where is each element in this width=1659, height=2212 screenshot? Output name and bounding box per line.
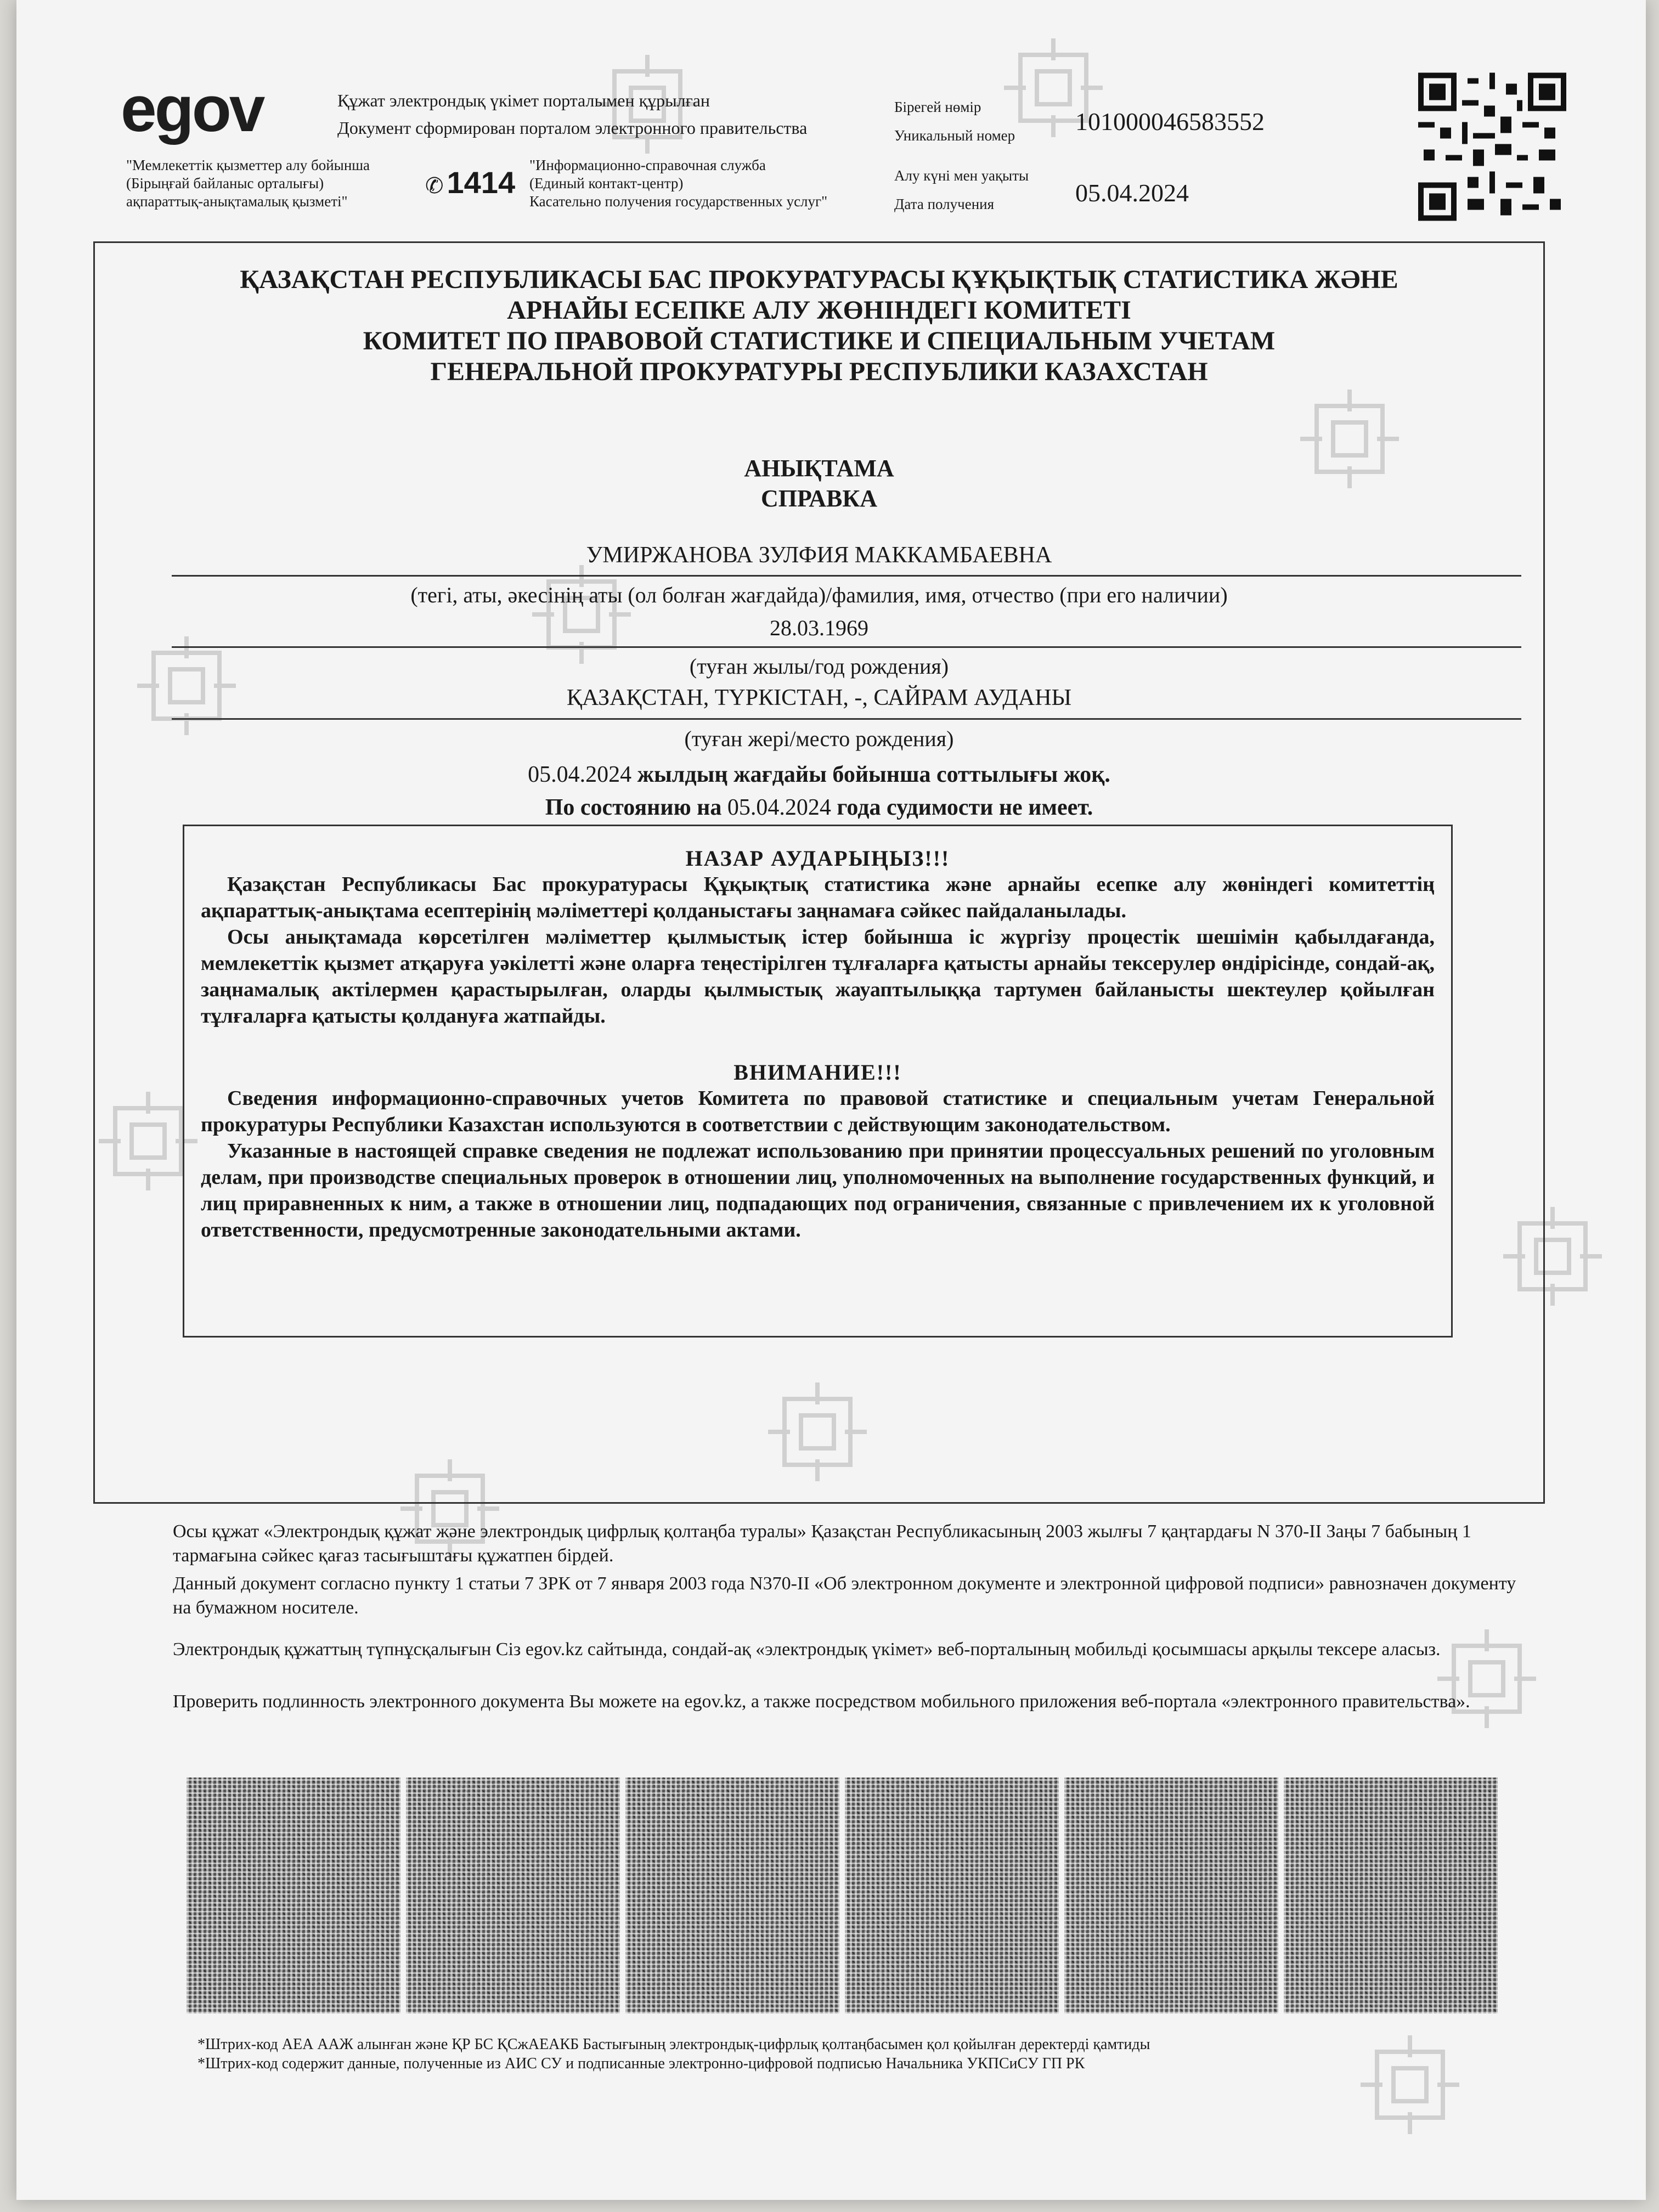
barcode-note-ru: *Штрих-код содержит данные, полученные из АИС СУ и подписанные электронно-цифровой подписью Начальника УКПСиСУ ГП РК	[198, 2055, 1085, 2072]
unique-number-label-ru: Уникальный номер	[894, 127, 1015, 144]
status-ru: По состоянию на 05.04.2024 года судимости не имеет.	[545, 795, 1093, 820]
name-caption: (тегі, аты, әкесінің аты (ол болған жағдайда)/фамилия, имя, отчество (при его наличии)	[410, 583, 1228, 607]
received-label-kz: Алу күні мен уақыты	[894, 167, 1029, 184]
law-note-ru: Данный документ согласно пункту 1 статьи 7 ЗРК от 7 января 2003 года N370-II «Об электронном документе и электронной цифровой подписи» равнозначен документу на бумажном носителе.	[173, 1573, 1516, 1618]
birth-place: ҚАЗАҚСТАН, ТҮРКІСТАН, -, САЙРАМ АУДАНЫ	[566, 685, 1072, 710]
barcode-icon	[845, 1778, 1059, 2013]
notice-ru-paragraph-2: Указанные в настоящей справке сведения не подлежат использованию при принятии процессуальных решений по уголовным делам, при производстве специальных проверок в отношении лиц, уполномоченных на выполнение государственных функций, и лиц приравненных к ним, а также в отношении лиц, подпадающих под ограничения, связанные с привлечением их к уголовной ответственности, предусмотренные законодательными актами.	[201, 1139, 1435, 1242]
barcode-icon	[625, 1778, 839, 2013]
phone-icon: ✆	[425, 174, 444, 198]
egov-logo: egov	[121, 73, 263, 145]
doc-title-kz: АНЫҚТАМА	[744, 455, 894, 482]
barcode-icon	[406, 1778, 620, 2013]
ornament-watermark-icon	[1355, 2030, 1465, 2140]
service-note-ru: "Информационно-справочная служба (Единый контакт-центр) Касательно получения государственных услуг"	[529, 157, 828, 210]
portal-note-ru: Документ сформирован порталом электронного правительства	[337, 118, 808, 138]
org-name-kz-line1: ҚАЗАҚСТАН РЕСПУБЛИКАСЫ БАС ПРОКУРАТУРАСЫ ҚҰҚЫҚТЫҚ СТАТИСТИКА ЖӘНЕ	[240, 265, 1398, 294]
verify-note-kz: Электрондық құжаттың түпнұсқалығын Сіз egov.kz сайтында, сондай-ақ «электрондық үкімет» веб-порталының мобильді қосымшасы арқылы тексере аласыз.	[173, 1639, 1441, 1660]
barcode-icon	[1064, 1778, 1278, 2013]
service-note-kz: "Мемлекеттік қызметтер алу бойынша (Бірыңғай байланыс орталығы) ақпараттық-анықтамалық қызметі"	[126, 157, 370, 210]
full-name: УМИРЖАНОВА ЗУЛФИЯ МАККАМБАЕВНА	[586, 543, 1052, 568]
law-note-kz: Осы құжат «Электрондық құжат және электрондық цифрлық қолтаңба туралы» Қазақстан Республикасының 2003 жылғы 7 қаңтардағы N 370-II Заңы 7 бабының 1 тармағына сәйкес қағаз тасығыштағы құжатпен бірдей.	[173, 1521, 1471, 1566]
notice-kz-paragraph-2: Осы анықтамада көрсетілген мәліметтер қылмыстық істер бойынша іс жүргізу процестік шешімін қабылдағанда, мемлекеттік қызмет атқаруға уәкілетті және оларға теңестірілген тұлғаларға қатысты арнайы тексерулер өндірісінде, сондай-ақ, заңнамалық актілермен қарастырылған, оларды қылмыстық жауаптылыққа тартумен байланысты шектеулер қойылған тұлғаларға қатысты қолдануға жатпайды.	[201, 926, 1435, 1028]
verify-note-ru: Проверить подлинность электронного документа Вы можете на egov.kz, а также посредством мобильного приложения веб-портала «электронного правительства».	[173, 1691, 1470, 1712]
notice-title-kz: НАЗАР АУДАРЫҢЫЗ!!!	[685, 846, 950, 871]
unique-number-label-kz: Бірегей нөмір	[894, 99, 981, 115]
doc-title-ru: СПРАВКА	[760, 485, 878, 512]
birth-date-caption: (туған жылы/год рождения)	[689, 654, 949, 679]
portal-note-kz: Құжат электрондық үкімет порталымен құрылған	[337, 91, 710, 110]
barcode-note-kz: *Штрих-код АЕА ААЖ алынған және ҚР БС ҚСжАЕАКБ Бастығының электрондық-цифрлық қолтаңбасымен қол қойылған деректерді қамтиды	[198, 2036, 1150, 2053]
notice-title-ru: ВНИМАНИЕ!!!	[733, 1060, 902, 1085]
certificate-frame	[93, 241, 1545, 1504]
document-page	[16, 0, 1646, 2200]
received-label-ru: Дата получения	[894, 196, 995, 212]
org-name-ru-line2: ГЕНЕРАЛЬНОЙ ПРОКУРАТУРЫ РЕСПУБЛИКИ КАЗАХСТАН	[430, 357, 1208, 386]
unique-number: 101000046583552	[1075, 108, 1265, 136]
org-name-ru-line1: КОМИТЕТ ПО ПРАВОВОЙ СТАТИСТИКЕ И СПЕЦИАЛЬНЫМ УЧЕТАМ	[363, 326, 1276, 356]
divider	[172, 646, 1521, 648]
contact-phone: ✆ 1414	[425, 165, 516, 200]
status-kz: 05.04.2024 жылдың жағдайы бойынша соттылығы жоқ.	[528, 762, 1110, 787]
received-date: 05.04.2024	[1075, 179, 1189, 207]
notice-kz-paragraph-1: Қазақстан Республикасы Бас прокуратурасы Құқықтық статистика және арнайы есепке алу жөніндегі комитеттің ақпараттық-анықтама есептерінің мәліметтері қолданыстағы заңнамаға сәйкес пайдаланылады.	[201, 873, 1435, 922]
barcode-strip	[187, 1778, 1498, 2013]
divider	[172, 718, 1521, 720]
qr-code-icon	[1418, 71, 1566, 222]
notice-box	[183, 825, 1453, 1338]
divider	[172, 575, 1521, 577]
birth-place-caption: (туған жері/место рождения)	[684, 726, 954, 751]
barcode-icon	[1284, 1778, 1498, 2013]
birth-date: 28.03.1969	[770, 616, 868, 640]
barcode-icon	[187, 1778, 400, 2013]
org-name-kz-line2: АРНАЙЫ ЕСЕПКЕ АЛУ ЖӨНІНДЕГІ КОМИТЕТІ	[507, 296, 1131, 325]
notice-ru-paragraph-1: Сведения информационно-справочных учетов Комитета по правовой статистике и специальным учетам Генеральной прокуратуры Республики Казахстан используются в соответствии с действующим законодательством.	[201, 1087, 1435, 1136]
